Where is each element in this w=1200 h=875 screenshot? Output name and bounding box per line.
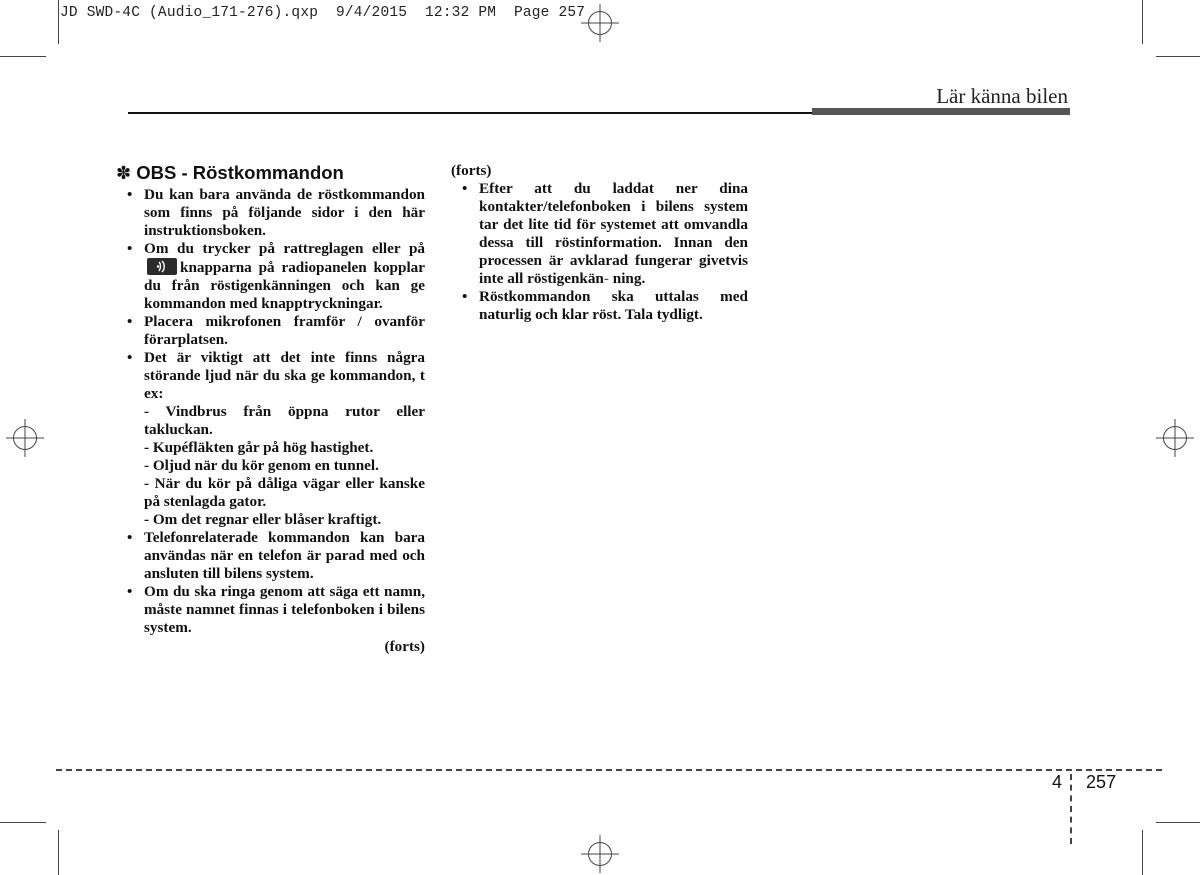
continued-label: (forts) xyxy=(384,638,425,655)
list-item: • Röstkommandon ska uttalas med naturlig och klar röst. Tala tydligt. xyxy=(451,288,748,324)
crop-mark xyxy=(1142,0,1143,44)
section-title: Lär känna bilen xyxy=(936,84,1068,108)
note-star-icon: ✽ xyxy=(116,163,132,184)
header-rule-accent xyxy=(812,108,1070,115)
registration-mark-icon xyxy=(588,842,612,866)
hyphen: - xyxy=(603,270,609,287)
list-item xyxy=(451,180,748,288)
bullet-list xyxy=(116,186,425,637)
list-item-text: • Det är viktigt att det inte finns några störande ljud när du ska ge kommandon, t ex: xyxy=(144,349,425,402)
list-item: • Om du ska ringa genom att säga ett namn, måste namnet finnas i telefonboken i bilens system. xyxy=(116,583,425,637)
list-item: • Placera mikrofonen framför / ovanför förarplatsen. xyxy=(116,313,425,349)
bullet-list xyxy=(451,180,748,324)
registration-mark-icon xyxy=(588,11,612,35)
list-item-text: Om du trycker på rattreglagen eller på xyxy=(144,240,425,257)
registration-mark-icon xyxy=(1163,426,1187,450)
note-column-left xyxy=(116,162,425,656)
registration-mark-icon xyxy=(13,426,37,450)
crop-mark xyxy=(1156,822,1200,823)
page-number xyxy=(1052,772,1116,793)
list-item-text: ning. xyxy=(612,270,646,287)
crop-mark xyxy=(1156,56,1200,57)
crop-mark xyxy=(0,56,46,57)
list-item xyxy=(116,240,425,313)
page-number-value: 257 xyxy=(1086,772,1117,792)
sub-item: - Kupéfläkten går på hög hastighet. xyxy=(144,439,374,456)
footer-divider xyxy=(1070,774,1072,844)
crop-mark xyxy=(58,0,59,44)
crop-mark xyxy=(0,822,46,823)
list-item-text: knapparna på radiopanelen kopplar du från röstigenkänningen och kan ge kommandon med knapptryckningar. xyxy=(144,259,425,312)
print-header: JD SWD-4C (Audio_171-276).qxp 9/4/2015 12:32 PM Page 257 xyxy=(60,5,586,21)
note-title xyxy=(116,162,425,185)
chapter-number: 4 xyxy=(1052,772,1063,792)
list-item: • Telefonrelaterade kommandon kan bara användas när en telefon är parad med och ansluten till bilens system. xyxy=(116,529,425,583)
note-column-right xyxy=(451,162,748,324)
header-rule xyxy=(128,112,812,114)
footer-rule xyxy=(56,769,1162,771)
note-title-text: OBS - Röstkommandon xyxy=(136,162,344,183)
sub-item: - När du kör på dåliga vägar eller kanske på stenlagda gator. xyxy=(144,475,425,510)
list-item-text: Efter att du laddat ner dina kontakter/telefonboken i bilens system tar det lite tid för systemet att omvandla dessa till röstinformation. Innan den processen är avklarad fungerar givetvis inte all röstigenkän xyxy=(479,180,748,287)
sub-item: - Oljud när du kör genom en tunnel. xyxy=(144,457,379,474)
crop-mark xyxy=(58,830,59,875)
voice-command-button-icon xyxy=(147,258,177,275)
sub-item: - Om det regnar eller blåser kraftigt. xyxy=(144,511,382,528)
sub-item: - Vindbrus från öppna rutor eller takluckan. xyxy=(144,403,425,438)
list-item: • Du kan bara använda de röstkommandon som finns på följande sidor i den här instruktionsboken. xyxy=(116,186,425,240)
continued-label: (forts) xyxy=(451,162,492,179)
crop-mark xyxy=(1142,830,1143,875)
list-item xyxy=(116,349,425,529)
